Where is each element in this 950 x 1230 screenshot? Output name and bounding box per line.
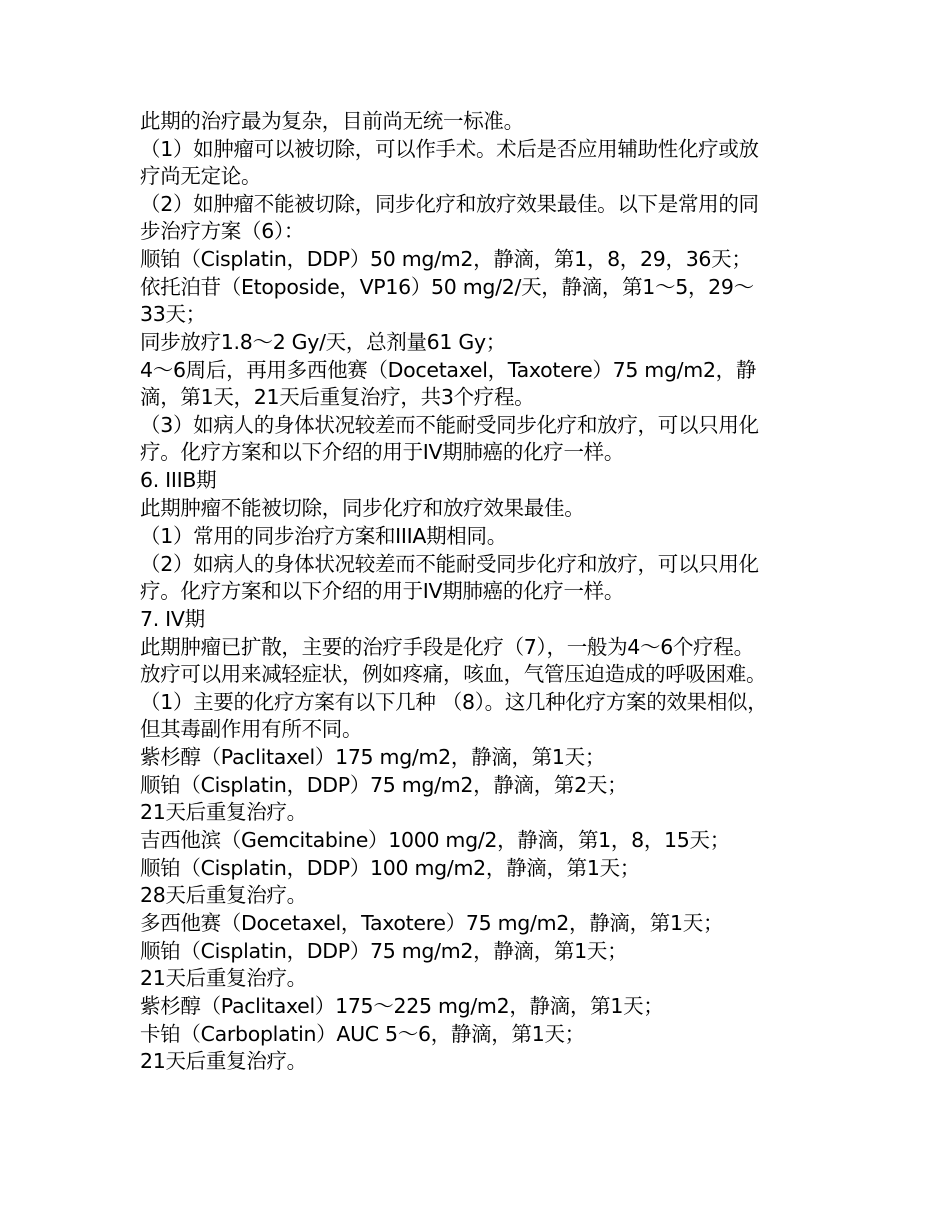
text-line: （2）如病人的身体状况较差而不能耐受同步化疗和放疗，可以只用化 <box>140 552 759 576</box>
text-line: 21天后重复治疗。 <box>140 1049 307 1073</box>
text-line: 33天； <box>140 302 206 326</box>
text-line: 此期肿瘤已扩散，主要的治疗手段是化疗（7），一般为4～6个疗程。 <box>140 635 754 659</box>
text-line: 滴，第1天，21天后重复治疗，共3个疗程。 <box>140 385 535 409</box>
text-line: 4～6周后，再用多西他赛（Docetaxel，Taxotere）75 mg/m2，静 <box>140 358 757 382</box>
section-heading: 6. IIIB期 <box>140 468 217 492</box>
text-line: 但其毒副作用有所不同。 <box>140 717 363 741</box>
text-line: （1）如肿瘤可以被切除，可以作手术。术后是否应用辅助性化疗或放 <box>140 137 759 161</box>
text-line: 此期的治疗最为复杂，目前尚无统一标准。 <box>140 109 524 133</box>
text-line: 21天后重复治疗。 <box>140 800 307 824</box>
text-line: 此期肿瘤不能被切除，同步化疗和放疗效果最佳。 <box>140 496 585 520</box>
text-line: 放疗可以用来减轻症状，例如疼痛，咳血，气管压迫造成的呼吸困难。 <box>140 662 767 686</box>
document-page <box>140 108 820 1075</box>
text-line: 步治疗方案（6）： <box>140 219 305 243</box>
text-line: 21天后重复治疗。 <box>140 966 307 990</box>
text-line: （1）常用的同步治疗方案和IIIA期相同。 <box>140 524 507 548</box>
text-line: 疗。化疗方案和以下介绍的用于IV期肺癌的化疗一样。 <box>140 440 625 464</box>
text-line: 顺铂（Cisplatin，DDP）50 mg/m2，静滴，第1，8，29，36天； <box>140 247 752 271</box>
text-line: 28天后重复治疗。 <box>140 883 307 907</box>
text-line: 吉西他滨（Gemcitabine）1000 mg/2，静滴，第1，8，15天； <box>140 828 730 852</box>
text-line: （2）如肿瘤不能被切除，同步化疗和放疗效果最佳。以下是常用的同 <box>140 192 759 216</box>
text-line: 依托泊苷（Etoposide，VP16）50 mg/2/天，静滴，第1～5，29～ <box>140 275 754 299</box>
text-line: （3）如病人的身体状况较差而不能耐受同步化疗和放疗，可以只用化 <box>140 413 759 437</box>
text-line: 疗。化疗方案和以下介绍的用于IV期肺癌的化疗一样。 <box>140 579 625 603</box>
text-line: 疗尚无定论。 <box>140 164 262 188</box>
text-line: 紫杉醇（Paclitaxel）175～225 mg/m2，静滴，第1天； <box>140 994 664 1018</box>
text-line: 顺铂（Cisplatin，DDP）100 mg/m2，静滴，第1天； <box>140 856 641 880</box>
text-line: 顺铂（Cisplatin，DDP）75 mg/m2，静滴，第2天； <box>140 773 628 797</box>
text-line: 同步放疗1.8～2 Gy/天，总剂量61 Gy； <box>140 330 507 354</box>
text-line: 多西他赛（Docetaxel，Taxotere）75 mg/m2，静滴，第1天； <box>140 911 724 935</box>
text-line: 紫杉醇（Paclitaxel）175 mg/m2，静滴，第1天； <box>140 745 606 769</box>
text-line: （1）主要的化疗方案有以下几种 （8）。这几种化疗方案的效果相似， <box>140 690 768 714</box>
text-line: 卡铂（Carboplatin）AUC 5～6，静滴，第1天； <box>140 1022 585 1046</box>
section-heading: 7. IV期 <box>140 607 205 631</box>
text-line: 顺铂（Cisplatin，DDP）75 mg/m2，静滴，第1天； <box>140 939 628 963</box>
